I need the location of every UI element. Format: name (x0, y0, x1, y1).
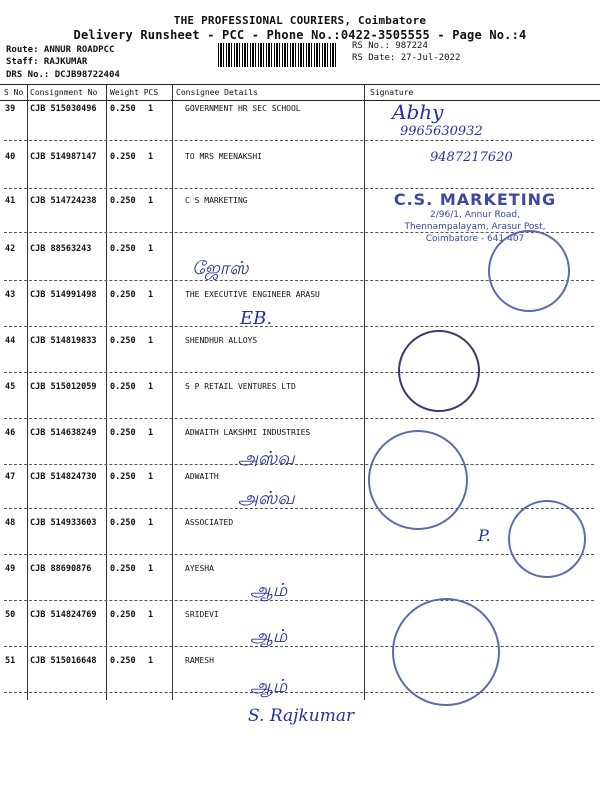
row-consignment-no: CJB 514824769 (30, 610, 97, 620)
rs-number: RS No.: 987224 (352, 41, 428, 51)
table-row (0, 610, 600, 650)
col-signature: Signature (370, 88, 414, 97)
row-sno: 47 (5, 472, 16, 482)
stamp-company-name: C.S. MARKETING (393, 190, 557, 209)
row-sno: 40 (5, 152, 16, 162)
row-consignee: THE EXECUTIVE ENGINEER ARASU (185, 290, 320, 299)
row-consignment-no: CJB 88563243 (30, 244, 92, 254)
rs-date: RS Date: 27-Jul-2022 (352, 53, 461, 63)
row-pcs: 1 (148, 290, 154, 300)
row-weight: 0.250 (110, 472, 136, 482)
signature-row-51: ஆம் (250, 676, 288, 697)
row-consignee: S P RETAIL VENTURES LTD (185, 382, 296, 391)
row-sno: 46 (5, 428, 16, 438)
stamp-address-2: Thennampalayam, Arasur Post, (404, 222, 546, 232)
row-consignee: ASSOCIATED (185, 518, 234, 527)
row-consignment-no: CJB 515016648 (30, 656, 97, 666)
row-consignee: TO MRS MEENAKSHI (185, 152, 263, 161)
row-consignment-no: CJB 515012059 (30, 382, 97, 392)
handwritten-phone-2: 9487217620 (430, 150, 513, 165)
row-consignment-no: CJB 514933603 (30, 518, 97, 528)
company-title: THE PROFESSIONAL COURIERS, Coimbatore (173, 14, 427, 27)
row-weight: 0.250 (110, 518, 136, 528)
row-weight: 0.250 (110, 152, 136, 162)
barcode (218, 43, 338, 67)
industries-seal-stamp (368, 430, 468, 530)
row-separator (4, 140, 594, 141)
row-consignee: SHENDHUR ALLOYS (185, 336, 258, 345)
signature-row-42: ஜோஸ் (192, 258, 249, 279)
row-consignment-no: CJB 514638249 (30, 428, 97, 438)
table-row (0, 336, 600, 376)
row-sno: 43 (5, 290, 16, 300)
signature-row-43: EB. (240, 308, 273, 329)
handwritten-phone-1: 9965630932 (400, 124, 483, 139)
row-weight: 0.250 (110, 336, 136, 346)
signature-row-49: ஆம் (250, 580, 288, 601)
row-consignee: C S MARKETING (185, 196, 248, 205)
round-seal-stamp (488, 230, 570, 312)
row-consignee: RAMESH (185, 656, 214, 665)
row-weight: 0.250 (110, 290, 136, 300)
row-sno: 45 (5, 382, 16, 392)
row-sno: 50 (5, 610, 16, 620)
header-bottom-rule (0, 100, 600, 101)
row-pcs: 1 (148, 152, 154, 162)
row-sno: 44 (5, 336, 16, 346)
signature-row-47: அஸ்வ (238, 488, 295, 509)
security-seal-stamp (398, 330, 480, 412)
table-row (0, 428, 600, 468)
row-consignee: ADWAITH LAKSHMI INDUSTRIES (185, 428, 311, 437)
row-sno: 51 (5, 656, 16, 666)
table-row (0, 656, 600, 696)
table-row (0, 382, 600, 422)
row-sno: 41 (5, 196, 16, 206)
row-pcs: 1 (148, 196, 154, 206)
row-consignment-no: CJB 514991498 (30, 290, 97, 300)
row-consignee: AYESHA (185, 564, 214, 573)
row-separator (4, 326, 594, 327)
row-separator (4, 646, 594, 647)
row-consignee: GOVERNMENT HR SEC SCHOOL (185, 104, 301, 113)
row-sno: 48 (5, 518, 16, 528)
row-pcs: 1 (148, 656, 154, 666)
row-separator (4, 600, 594, 601)
signature-row-48: P. (478, 526, 491, 545)
col-consignee: Consignee Details (176, 88, 258, 97)
row-weight: 0.250 (110, 428, 136, 438)
row-pcs: 1 (148, 564, 154, 574)
row-pcs: 1 (148, 428, 154, 438)
final-signature: S. Rajkumar (248, 706, 355, 726)
row-weight: 0.250 (110, 196, 136, 206)
row-consignee: SRIDEVI (185, 610, 219, 619)
row-weight: 0.250 (110, 244, 136, 254)
row-separator (4, 188, 594, 189)
row-consignment-no: CJB 514824730 (30, 472, 97, 482)
col-consignment: Consignment No (30, 88, 98, 97)
row-separator (4, 464, 594, 465)
drs-number: DRS No.: DCJB98722404 (6, 70, 120, 80)
row-weight: 0.250 (110, 656, 136, 666)
runsheet-subtitle: Delivery Runsheet - PCC - Phone No.:0422-3505555 - Page No.:4 (73, 28, 527, 42)
row-consignment-no: CJB 88690876 (30, 564, 92, 574)
india-pvt-ltd-seal-stamp (392, 598, 500, 706)
row-pcs: 1 (148, 104, 154, 114)
row-weight: 0.250 (110, 104, 136, 114)
table-row (0, 472, 600, 512)
row-sno: 49 (5, 564, 16, 574)
row-consignee: ADWAITH (185, 472, 219, 481)
row-pcs: 1 (148, 518, 154, 528)
row-weight: 0.250 (110, 564, 136, 574)
signature-row-50: ஆம் (250, 626, 288, 647)
row-weight: 0.250 (110, 610, 136, 620)
col-weight-pcs: Weight PCS (110, 88, 159, 97)
row-separator (4, 554, 594, 555)
row-sno: 42 (5, 244, 16, 254)
table-row (0, 104, 600, 144)
row-consignment-no: CJB 514724238 (30, 196, 97, 206)
route-label: Route: ANNUR ROADPCC (6, 45, 115, 55)
row-pcs: 1 (148, 244, 154, 254)
row-separator (4, 508, 594, 509)
col-sno: S No (4, 88, 24, 97)
row-separator (4, 372, 594, 373)
column-header (0, 84, 600, 100)
table-row (0, 564, 600, 604)
row-pcs: 1 (148, 336, 154, 346)
row-consignment-no: CJB 514987147 (30, 152, 97, 162)
row-separator (4, 692, 594, 693)
metal-seal-stamp (508, 500, 586, 578)
row-pcs: 1 (148, 610, 154, 620)
row-consignment-no: CJB 515030496 (30, 104, 97, 114)
row-consignment-no: CJB 514819833 (30, 336, 97, 346)
row-pcs: 1 (148, 382, 154, 392)
row-pcs: 1 (148, 472, 154, 482)
row-separator (4, 418, 594, 419)
signature-row-46: அஸ்வ (238, 448, 295, 469)
stamp-address-3: Coimbatore - 641 407 (425, 234, 525, 244)
row-sno: 39 (5, 104, 16, 114)
signature-row-39: Abhy (392, 100, 444, 124)
staff-label: Staff: RAJKUMAR (6, 57, 88, 67)
stamp-address-1: 2/96/1, Annur Road, (430, 210, 520, 220)
row-weight: 0.250 (110, 382, 136, 392)
